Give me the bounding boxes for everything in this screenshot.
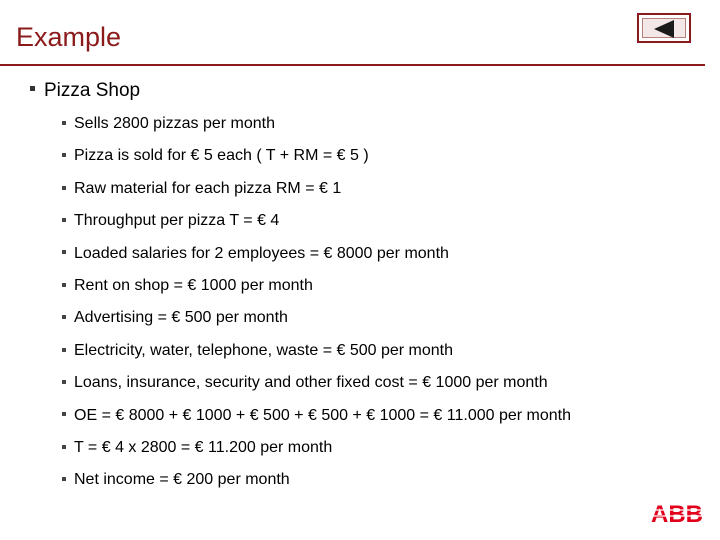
bullet-icon	[62, 121, 66, 125]
previous-slide-button[interactable]	[637, 13, 691, 43]
list-item-text: Loaded salaries for 2 employees = € 8000 per month	[74, 244, 449, 262]
list-item	[62, 244, 571, 276]
list-item-text: Raw material for each pizza RM = € 1	[74, 179, 342, 197]
bullet-icon	[30, 86, 35, 91]
list-item	[62, 211, 571, 243]
bullet-icon	[62, 445, 66, 449]
list-item-text: T = € 4 x 2800 = € 11.200 per month	[74, 438, 333, 456]
bullet-icon	[62, 477, 66, 481]
logo-text: ABB	[651, 501, 703, 525]
title-divider	[0, 64, 705, 66]
list-item	[62, 373, 571, 405]
bullet-icon	[62, 283, 66, 287]
bullet-icon	[62, 380, 66, 384]
slide-title: Example	[16, 22, 122, 52]
list-item-text: Advertising = € 500 per month	[74, 309, 288, 327]
list-item	[62, 146, 571, 178]
list-item	[62, 308, 571, 340]
list-item	[62, 341, 571, 373]
list-item-text: Net income = € 200 per month	[74, 471, 290, 489]
list-item	[62, 276, 571, 308]
bullet-icon	[62, 186, 66, 190]
list-item	[62, 179, 571, 211]
bullet-icon	[62, 315, 66, 319]
list-item-text: Rent on shop = € 1000 per month	[74, 276, 313, 294]
list-item	[62, 406, 571, 438]
list-item-text: OE = € 8000 + € 1000 + € 500 + € 500 + € 1000 = € 11.000 per month	[74, 406, 571, 424]
list-item-text: Sells 2800 pizzas per month	[74, 115, 275, 132]
list-item	[62, 114, 571, 146]
bullet-icon	[62, 412, 66, 416]
abb-logo	[648, 501, 706, 525]
list-item-text: Throughput per pizza T = € 4	[74, 212, 280, 230]
list-item-text: Loans, insurance, security and other fixed cost = € 1000 per month	[74, 374, 548, 392]
bullet-icon	[62, 250, 66, 254]
bullet-list	[62, 114, 571, 503]
list-item	[62, 470, 571, 502]
bullet-icon	[62, 218, 66, 222]
list-item	[62, 438, 571, 470]
bullet-icon	[62, 153, 66, 157]
triangle-left-icon	[652, 19, 676, 39]
section-heading	[30, 80, 140, 102]
list-item-text: Pizza is sold for € 5 each ( T + RM = € 5 )	[74, 147, 369, 165]
bullet-icon	[62, 348, 66, 352]
section-label: Pizza Shop	[44, 80, 141, 101]
list-item-text: Electricity, water, telephone, waste = € 500 per month	[74, 341, 454, 359]
